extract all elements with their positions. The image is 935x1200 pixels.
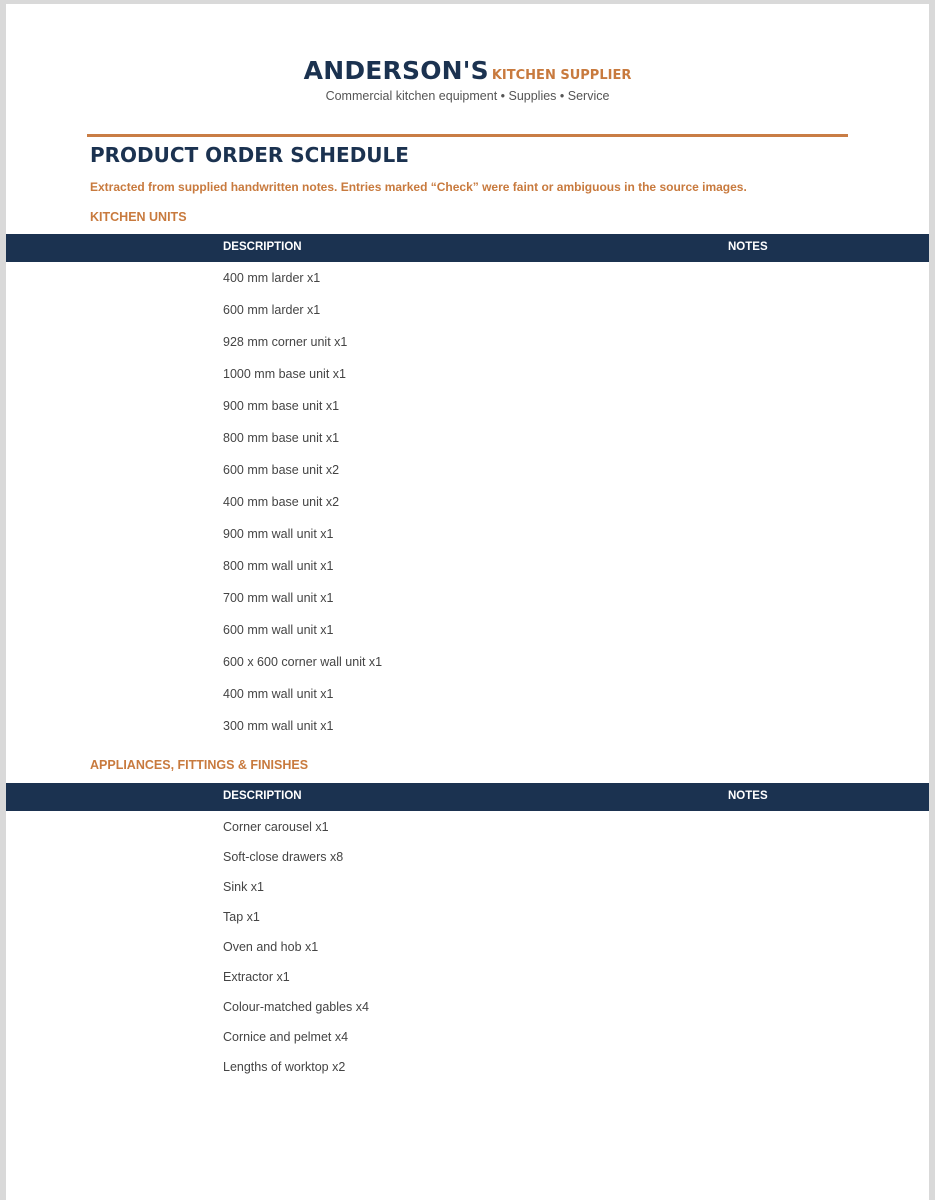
table-row: 400 mm wall unit x1	[223, 687, 334, 701]
table-row: Cornice and pelmet x4	[223, 1030, 349, 1044]
table-header-kitchen-units	[6, 234, 929, 262]
table-row: 400 mm base unit x2	[223, 495, 340, 509]
table-row: Soft-close drawers x8	[223, 850, 344, 864]
table-row: 800 mm wall unit x1	[223, 559, 334, 573]
column-header-notes: NOTES	[728, 241, 768, 253]
appliances-list	[223, 818, 369, 1088]
header-divider	[87, 134, 848, 137]
brand-name: ANDERSON'S	[303, 56, 489, 85]
brand-header	[6, 56, 929, 85]
table-row: 600 x 600 corner wall unit x1	[223, 655, 383, 669]
table-row: Colour-matched gables x4	[223, 1000, 369, 1014]
table-row: Lengths of worktop x2	[223, 1060, 346, 1074]
table-row: 928 mm corner unit x1	[223, 335, 348, 349]
document-title: PRODUCT ORDER SCHEDULE	[90, 143, 409, 167]
table-row: Extractor x1	[223, 970, 290, 984]
table-row: 600 mm wall unit x1	[223, 623, 334, 637]
column-header-description: DESCRIPTION	[223, 790, 302, 802]
table-row: 700 mm wall unit x1	[223, 591, 334, 605]
table-row: Oven and hob x1	[223, 940, 319, 954]
table-row: 300 mm wall unit x1	[223, 719, 334, 733]
table-row: 1000 mm base unit x1	[223, 367, 346, 381]
section-title-kitchen-units: KITCHEN UNITS	[90, 210, 187, 224]
kitchen-units-list	[223, 269, 382, 749]
document-note: Extracted from supplied handwritten notes. Entries marked “Check” were faint or ambiguous in the source images.	[90, 180, 747, 194]
table-header-appliances	[6, 783, 929, 811]
table-row: 900 mm base unit x1	[223, 399, 340, 413]
column-header-description: DESCRIPTION	[223, 241, 302, 253]
column-header-notes: NOTES	[728, 790, 768, 802]
table-row: 900 mm wall unit x1	[223, 527, 334, 541]
table-row: 600 mm base unit x2	[223, 463, 340, 477]
document-page	[6, 4, 929, 1200]
table-row: Tap x1	[223, 910, 260, 924]
section-title-appliances: APPLIANCES, FITTINGS & FINISHES	[90, 758, 309, 772]
table-row: 600 mm larder x1	[223, 303, 321, 317]
brand-subtitle: KITCHEN SUPPLIER	[491, 68, 632, 83]
brand-tagline: Commercial kitchen equipment • Supplies • Service	[325, 89, 610, 103]
table-row: 800 mm base unit x1	[223, 431, 340, 445]
table-row: Sink x1	[223, 880, 264, 894]
table-row: Corner carousel x1	[223, 820, 329, 834]
table-row: 400 mm larder x1	[223, 271, 321, 285]
